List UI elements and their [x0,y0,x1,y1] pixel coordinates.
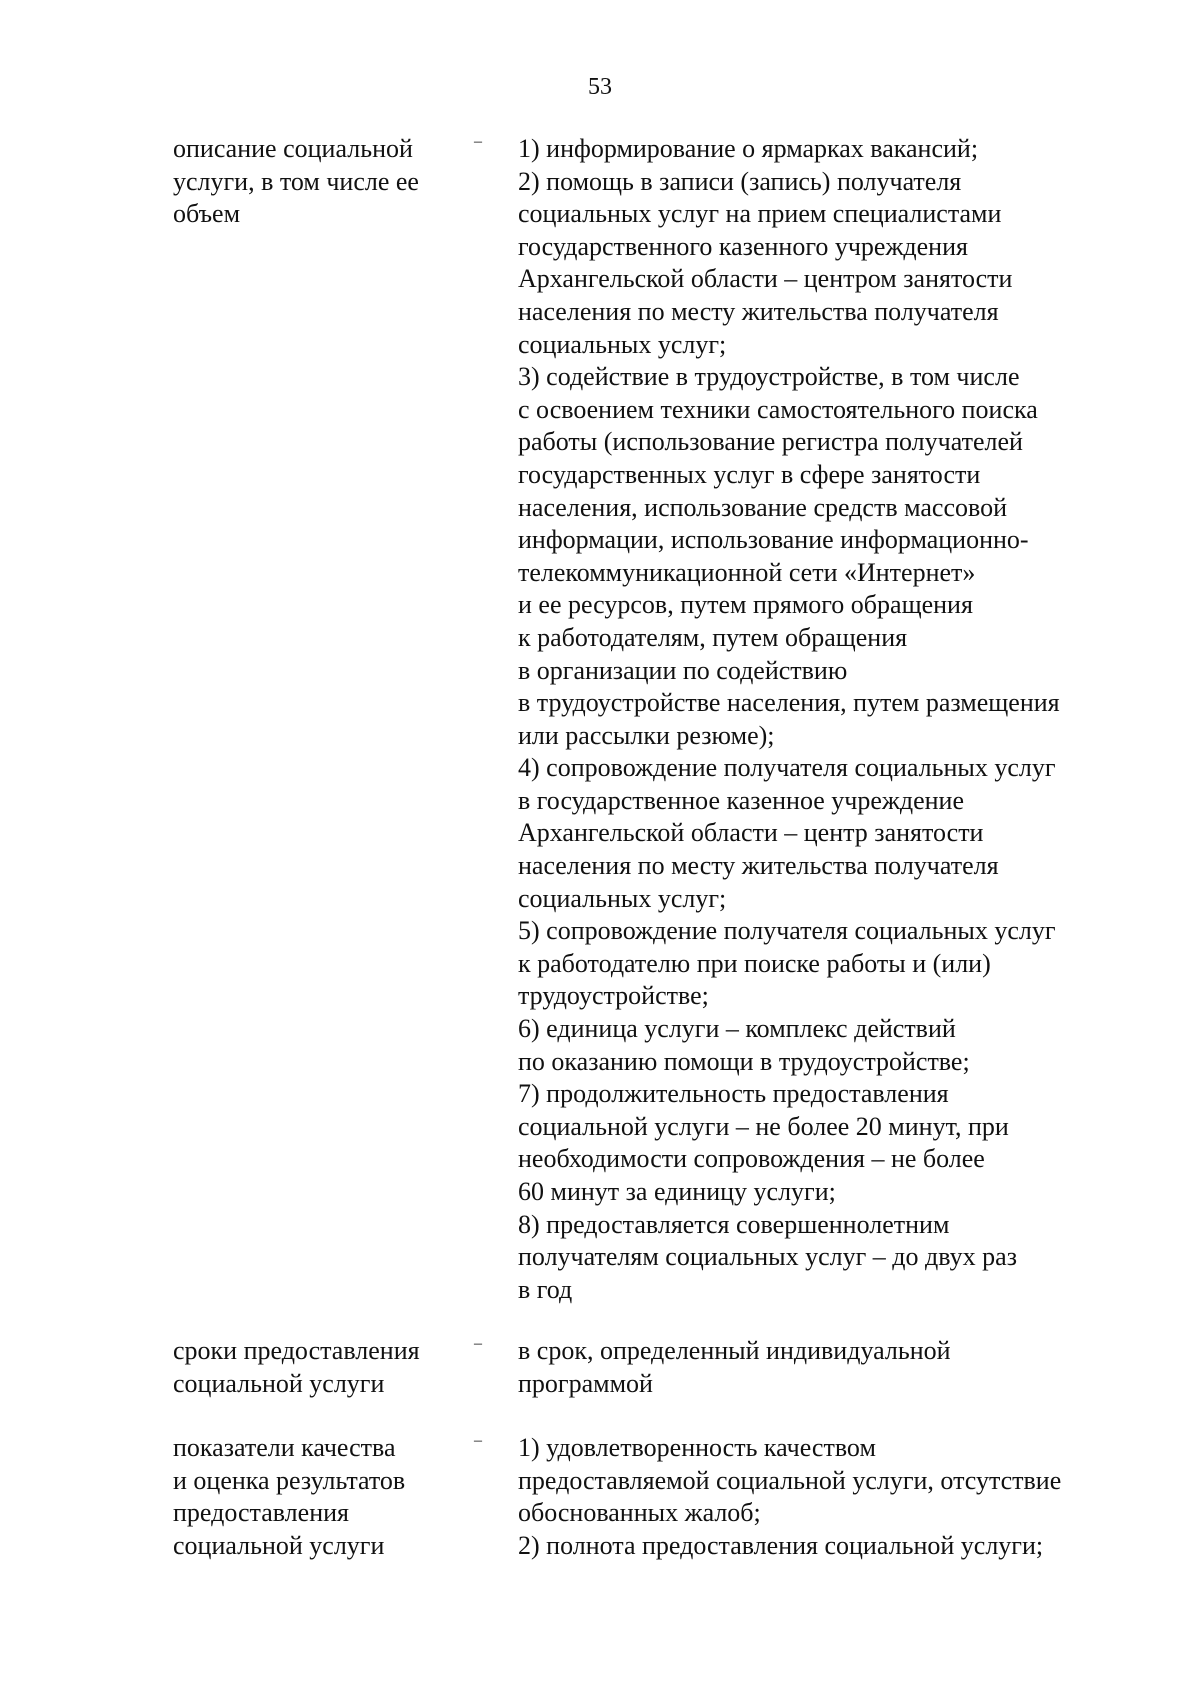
content-line: в срок, определенный индивидуальной [518,1336,951,1365]
section-label [173,1432,473,1562]
label-line: предоставления [173,1498,349,1528]
content-line: или рассылки резюме); [518,720,775,750]
content-line: получателям социальных услуг – до двух раз [518,1242,1017,1272]
content-line: государственного казенного учреждения [518,231,968,261]
content-line: 5) сопровождение получателя социальных услуг [518,916,1056,946]
content-line: социальной услуги – не более 20 минут, при [518,1111,1009,1141]
content-line: трудоустройстве; [518,981,709,1011]
content-line: и ее ресурсов, путем прямого обращения [518,590,973,620]
content-line: социальных услуг; [518,329,727,359]
content-line: необходимости сопровождения – не более [518,1144,985,1174]
label-line: услуги, в том числе ее [173,166,419,196]
content-line: 6) единица услуги – комплекс действий [518,1014,956,1044]
section-dash: – [474,1335,482,1352]
content-line: государственных услуг в сфере занятости [518,459,981,489]
content-line: в государственное казенное учреждение [518,785,965,815]
content-line: 8) предоставляется совершеннолетним [518,1209,950,1239]
content-line: Архангельской области – центр занятости [518,818,984,848]
section-label [173,133,473,231]
content-line: социальных услуг на прием специалистами [518,199,1002,229]
section-content [518,1432,1158,1562]
content-line: Архангельской области – центром занятости [518,264,1013,294]
content-line: 7) продолжительность предоставления [518,1079,949,1109]
content-line: к работодателю при поиске работы и (или) [518,948,991,978]
content-line: 4) сопровождение получателя социальных услуг [518,753,1056,783]
content-line: по оказанию помощи в трудоустройстве; [518,1046,970,1076]
content-line: в трудоустройстве населения, путем размещения [518,688,1060,718]
content-line: 1) информирование о ярмарках вакансий; [518,134,979,163]
label-line: объем [173,199,241,229]
content-line: с освоением техники самостоятельного поиска [518,394,1038,424]
content-line: информации, использование информационно- [518,525,1029,555]
section-dash: – [474,1432,482,1449]
content-line: обоснованных жалоб; [518,1498,761,1528]
page-number: 53 [588,74,612,100]
content-line: программой [518,1368,653,1398]
label-line: описание социальной [173,134,413,163]
content-line: в организации по содействию [518,655,848,685]
content-line: 2) помощь в записи (запись) получателя [518,166,962,196]
content-line: 3) содействие в трудоустройстве, в том числе [518,362,1020,392]
content-line: к работодателям, путем обращения [518,622,908,652]
label-line: социальной услуги [173,1530,385,1560]
content-line: населения, использование средств массовой [518,492,1008,522]
content-line: телекоммуникационной сети «Интернет» [518,557,976,587]
content-line: в год [518,1274,573,1304]
content-line: населения по месту жительства получателя [518,851,999,881]
section-label [173,1335,473,1400]
content-line: социальных услуг; [518,883,727,913]
content-line: 2) полнота предоставления социальной услуги; [518,1530,1044,1560]
content-line: предоставляемой социальной услуги, отсутствие [518,1465,1062,1495]
label-line: и оценка результатов [173,1465,406,1495]
section-content [518,1335,1158,1400]
label-line: показатели качества [173,1433,396,1462]
content-line: населения по месту жительства получателя [518,296,999,326]
content-line: 1) удовлетворенность качеством [518,1433,876,1462]
label-line: социальной услуги [173,1368,385,1398]
content-line: 60 минут за единицу услуги; [518,1177,836,1206]
label-line: сроки предоставления [173,1336,420,1365]
section-content [518,133,1158,1306]
section-dash: – [474,133,482,150]
content-line: работы (использование регистра получателей [518,427,1023,457]
